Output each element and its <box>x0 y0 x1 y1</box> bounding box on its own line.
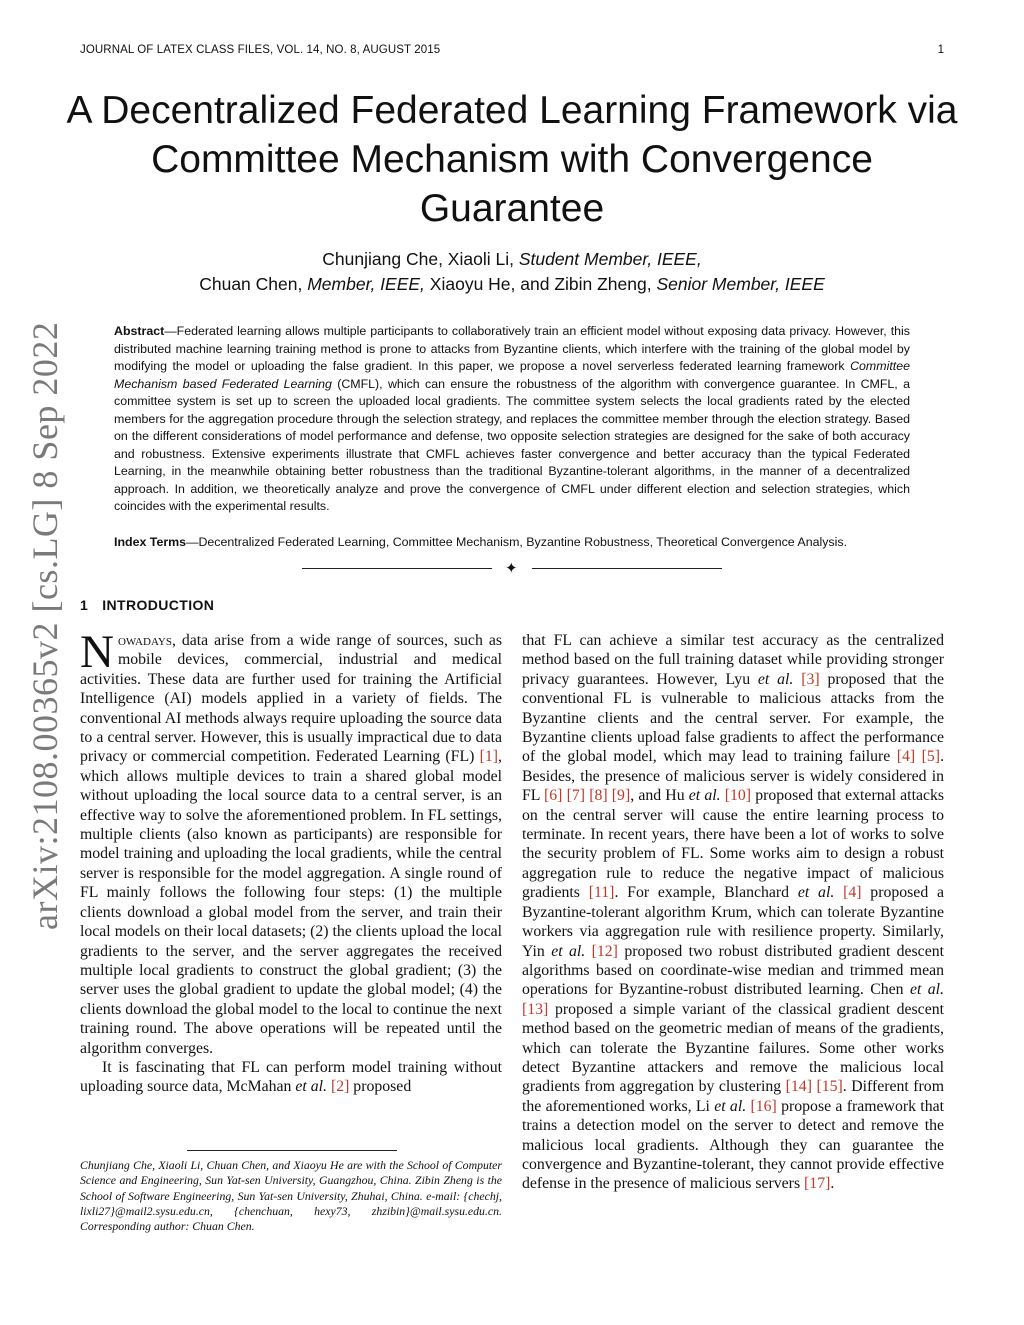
section-separator <box>302 560 722 578</box>
diamond-icon: ✦ <box>505 561 518 577</box>
arxiv-identifier: arXiv:2108.00365v2 [cs.LG] 8 Sep 2022 <box>25 321 65 930</box>
citation-link[interactable]: [7] <box>566 787 586 805</box>
paper-title: A Decentralized Federated Learning Framework via Committee Mechanism with Convergence Guarantee <box>66 89 958 230</box>
body-text: . Different from the aforementioned works, Li <box>522 1078 944 1115</box>
et-al: et al. <box>909 981 944 999</box>
body-text: , which allows multiple devices to train a shared global model without uploading the local source data to a central server, is an effective way to solve the aforementioned problem. In FL settings, multiple clients (also known as participants) are responsible for model training and uploading the local gradients, while the central server is responsible for the model aggregation. A single round of FL mainly follows the following four steps: (1) the multiple clients download a global model from the server, and train their local models on their local datasets; (2) the clients upload the local gradients to the server, and the server aggregates the received multiple local gradients to construct the global gradient; (3) the server uses the global gradient to update the global model; (4) the clients download the global model to the local to continue the next training round. The above operations will be repeated until the algorithm converges. <box>80 748 502 1057</box>
citation-link[interactable]: [10] <box>724 787 752 805</box>
paragraph <box>522 631 944 1194</box>
abstract-text: —Federated learning allows multiple participants to collaboratively train an efficient model without exposing data privacy. However, this distributed machine learning training method is prone to attacks from Byzantine clients, which interfere with the training of the global model by modifying the model or uploading the false gradient. In this paper, we propose a novel serverless federated learning framework <box>114 324 910 373</box>
et-al: et al. <box>295 1078 327 1096</box>
paragraph <box>80 626 502 1058</box>
abstract-label: Abstract <box>114 324 165 338</box>
citation-link[interactable]: [5] <box>921 748 941 766</box>
body-text: proposed a Byzantine-tolerant algorithm Krum, which can tolerate Byzantine workers via aggregation rule with resilience property. Similarly, Yin <box>522 884 945 960</box>
citation-link[interactable]: [16] <box>750 1097 777 1115</box>
body-text: proposed two robust distributed gradient descent algorithms based on coordinate-wise median and trimmed mean operations for Byzantine-robust distributed learning. Chen <box>522 942 944 999</box>
citation-link[interactable]: [8] <box>589 787 608 805</box>
body-text: , data arise from a wide range of sources, such as mobile devices, commercial, industrial and medical activities. These data are further used for training the Artificial Intelligence (AI) models applied in a variety of fields. The conventional AI methods always require uploading the source data to a central server. However, this is usually impractical due to data privacy or commercial competition. Federated Learning (FL) <box>80 632 502 766</box>
footnote-rule <box>187 1150 397 1151</box>
body-text: that FL can achieve a similar test accuracy as the centralized method based on the full training dataset while providing stronger privacy guarantees. However, Lyu <box>522 632 944 688</box>
body-text: . For example, Blanchard <box>614 884 798 902</box>
citation-link[interactable]: [4] <box>896 748 916 766</box>
page-number: 1 <box>937 44 944 56</box>
abstract-text: (CMFL), which can ensure the robustness of the algorithm with convergence guarantee. In CMFL, a committee system is set up to screen the uploaded local gradients. The committee system selects the local gradients rated by the elected members for the aggregation procedure through the selection strategy, and replaces the committee member through the election strategy. Based on the different considerations of model performance and defense, two opposite selection strategies are designed for the sake of both accuracy and robustness. Extensive experiments illustrate that CMFL achieves faster convergence and better accuracy than the typical Federated Learning, in the meanwhile obtaining better robustness than the traditional Byzantine-tolerant algorithms, in the manner of a decentralized approach. In addition, we theoretically analyze and prove the convergence of CMFL under different election and selection strategies, which coincides with the experimental results. <box>114 376 910 513</box>
author-names: Chunjiang Che, Xiaoli Li, <box>322 249 514 269</box>
index-terms-text: —Decentralized Federated Learning, Committee Mechanism, Byzantine Robustness, Theoretical Convergence Analysis. <box>186 535 848 549</box>
abstract <box>114 323 910 516</box>
author-names: Chuan Chen, <box>199 274 303 294</box>
index-terms <box>114 534 910 552</box>
et-al: et al. <box>714 1097 747 1115</box>
et-al: et al. <box>797 884 835 902</box>
body-text: propose a framework that trains a detection model on the server to detect and remove the malicious local gradients. Although they can guarantee the convergence and Byzantine-tolerant, they cannot provide effective defense in the presence of malicious servers <box>522 1097 944 1193</box>
section-number: 1 <box>80 597 89 613</box>
framework-name: Committee Mechanism based Federated Learning <box>114 359 910 391</box>
author-names: Xiaoyu He, and Zibin Zheng, <box>429 274 652 294</box>
author-list <box>60 247 964 297</box>
author-line-1 <box>60 247 964 272</box>
citation-link[interactable]: [14] <box>785 1078 812 1096</box>
body-text: , and Hu <box>630 787 689 805</box>
body-text: proposed that the conventional FL is vulnerable to malicious attacks from the Byzantine clients and the central server. For example, the Byzantine clients upload false gradients to affect the performance of the global model, which may lead to training failure <box>522 670 944 766</box>
et-al: et al. <box>551 942 586 960</box>
author-line-2 <box>60 272 964 297</box>
body-text: proposed a simple variant of the classical gradient descent method based on the geometric median of means of the gradients, which can tolerate the Byzantine failures. Some other works detect Byzantine attackers and remove the malicious local gradients from aggregation by clustering <box>522 1000 944 1096</box>
et-al: et al. <box>688 787 721 805</box>
separator-rule <box>302 568 492 569</box>
body-text: . <box>830 1175 835 1193</box>
citation-link[interactable]: [6] <box>544 787 563 805</box>
citation-link[interactable]: [15] <box>816 1078 843 1096</box>
citation-link[interactable]: [1] <box>479 748 499 766</box>
running-head: JOURNAL OF LATEX CLASS FILES, VOL. 14, NO. 8, AUGUST 2015 <box>80 44 441 56</box>
section-title: INTRODUCTION <box>102 597 215 613</box>
citation-link[interactable]: [3] <box>801 670 820 688</box>
citation-link[interactable]: [17] <box>804 1175 831 1193</box>
body-text: . Besides, the presence of malicious server is widely considered in FL <box>522 748 945 805</box>
section-heading <box>80 597 214 613</box>
body-text: proposed <box>349 1078 412 1096</box>
citation-link[interactable]: [12] <box>591 942 618 960</box>
citation-link[interactable]: [9] <box>611 787 631 805</box>
et-al: et al. <box>757 670 794 688</box>
citation-link[interactable]: [4] <box>843 884 862 902</box>
author-membership: Student Member, IEEE, <box>518 249 702 269</box>
citation-link[interactable]: [13] <box>522 1000 549 1018</box>
right-column <box>522 631 944 1194</box>
separator-rule <box>532 568 722 569</box>
body-text: It is fascinating that FL can perform model training without uploading source data, McMahan <box>80 1058 502 1096</box>
author-membership: Senior Member, IEEE <box>656 274 825 294</box>
paragraph <box>80 1058 502 1097</box>
citation-link[interactable]: [11] <box>588 884 615 902</box>
body-text: proposed that external attacks on the central server will cause the entire learning process to terminate. In recent years, there have been a lot of works to solve the security problem of FL. Some works aim to design a robust aggregation rule to reduce the negative impact of malicious gradients <box>522 787 945 902</box>
author-footnote: Chunjiang Che, Xiaoli Li, Chuan Chen, and Xiaoyu He are with the School of Computer Science and Engineering, Sun Yat-sen University, Guangzhou, China. Zibin Zheng is the School of Software Engineering, Sun Yat-sen University, Zhuhai, China. e-mail: {chechj, lixli27}@mail2.sysu.edu.cn, {chenchuan, hexy73, zhzibin}@mail.sysu.edu.cn. Corresponding author: Chuan Chen. <box>80 1158 502 1234</box>
citation-link[interactable]: [2] <box>330 1078 350 1096</box>
left-column <box>80 626 502 1097</box>
index-terms-label: Index Terms <box>114 535 187 549</box>
lead-word: owadays <box>117 632 172 649</box>
drop-cap: N <box>80 626 114 678</box>
author-membership: Member, IEEE, <box>307 274 425 294</box>
